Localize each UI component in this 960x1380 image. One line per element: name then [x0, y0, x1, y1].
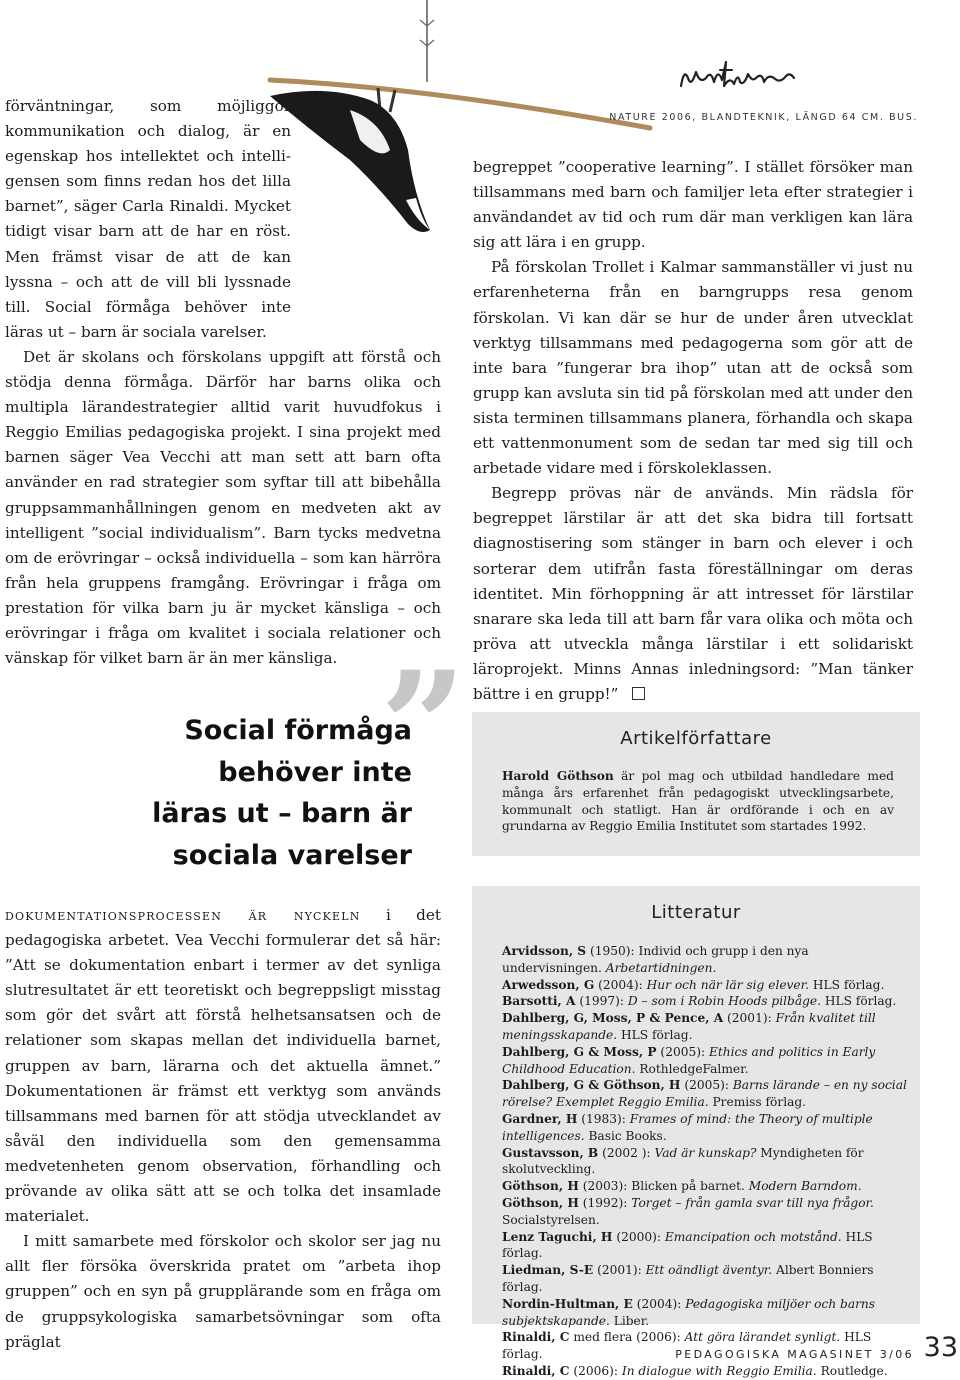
- literature-title-text: In dialogue with Reggio Emilia.: [621, 1363, 817, 1378]
- literature-detail: (2001):: [593, 1263, 646, 1278]
- artwork-caption: NATURE 2006, BLANDTEKNIK, LÄNGD 64 CM. BUS.: [609, 112, 918, 123]
- left-column-bottom: [5, 903, 441, 1355]
- literature-detail: (1950): Individ och grupp i den nya undervisningen.: [502, 944, 809, 975]
- literature-title: Litteratur: [651, 902, 741, 923]
- author-box-title: Artikelförfattare: [620, 728, 772, 749]
- paragraph-text: Begrepp prövas när de används. Min rädsla för begreppet lärstilar är att det ska bidra till fortsatt diagnostisering som stänger in barn och elever i och sorterar dem utifrån fasta föreställningar om deras identitet. Min förhoppning är att intresset för lärstilar snarare ska leda till att barn får vara olika och möta och pröva att utveckla många lärstilar i ett solidariskt läroprojekt. Minns Annas inledningsord: ”Man tänker bättre i en grupp!”: [473, 484, 913, 703]
- literature-title-text: Hur och när lär sig elever.: [646, 977, 810, 992]
- literature-detail: (2001):: [723, 1011, 776, 1026]
- literature-item: [502, 1010, 912, 1044]
- literature-author: Arvidsson, S: [502, 944, 587, 958]
- literature-publisher: Routledge.: [816, 1363, 888, 1378]
- literature-author: Liedman, S-E: [502, 1263, 594, 1278]
- literature-detail: (2005):: [656, 1044, 709, 1059]
- left-column-top: [5, 94, 441, 671]
- author-bio-text: är pol mag och utbildad handledare med många års erfarenhet från pedagogiskt utvecklingsarbete, kommunalt och statligt. Han är ordförande i och en av grundarna av Reggio Emilia Institutet som startades 1992.: [502, 769, 894, 834]
- literature-author: Barsotti, A: [502, 994, 576, 1009]
- literature-title-text: Arbetartidningen.: [605, 960, 717, 975]
- literature-item: [502, 1229, 912, 1263]
- literature-author: Göthson, H: [502, 1195, 579, 1210]
- literature-title-text: Från kvalitet till meningsskapande.: [502, 1011, 876, 1042]
- literature-author: Lenz Taguchi, H: [502, 1229, 613, 1244]
- magazine-name: PEDAGOGISKA MAGASINET 3/06: [675, 1348, 914, 1361]
- literature-author: Dahlberg, G & Moss, P: [502, 1044, 657, 1059]
- literature-title-text: Pedagogiska miljöer och barns subjektskapande.: [502, 1296, 876, 1328]
- literature-author: Rinaldi, C: [502, 1330, 570, 1345]
- literature-publisher: Liber.: [609, 1313, 650, 1328]
- pull-quote-line: läras ut – barn är: [152, 798, 412, 829]
- literature-item: [502, 1145, 912, 1179]
- literature-author: Göthson, H: [502, 1179, 579, 1194]
- literature-publisher: HLS förlag.: [502, 1229, 873, 1261]
- paragraph: [473, 481, 913, 707]
- literature-item: [502, 943, 912, 977]
- literature-title-text: Barns lärande – en ny social rörelse? Exemplet Reggio Emilia.: [502, 1078, 907, 1110]
- author-bio: [502, 768, 894, 835]
- literature-detail: (2003): Blicken på barnet.: [578, 1179, 749, 1194]
- literature-detail: (2000):: [612, 1229, 665, 1244]
- literature-detail: (1983):: [577, 1111, 630, 1126]
- pull-quote-line: sociala varelser: [172, 839, 412, 871]
- literature-publisher: HLS förlag.: [809, 977, 885, 992]
- literature-title-text: D – som i Robin Hoods pilbåge.: [627, 994, 821, 1009]
- page-number: 33: [923, 1332, 958, 1363]
- literature-title-text: Ett oändligt äventyr.: [645, 1263, 773, 1278]
- literature-detail: (2004):: [632, 1296, 686, 1311]
- pull-quote-line: Social förmåga: [184, 715, 412, 746]
- literature-author: Nordin-Hultman, E: [502, 1296, 633, 1311]
- literature-publisher: Myndigheten för skolutveckling.: [502, 1145, 864, 1177]
- literature-list: [502, 943, 912, 1380]
- nature-handwritten-logo: [678, 48, 798, 98]
- literature-title-text: Modern Barndom.: [748, 1179, 862, 1194]
- pull-quote-line: behöver inte: [218, 756, 412, 788]
- literature-title-text: Vad är kunskap?: [654, 1145, 757, 1160]
- literature-publisher: Basic Books.: [584, 1128, 667, 1143]
- literature-author: Gustavsson, B: [502, 1145, 599, 1160]
- literature-publisher: HLS förlag.: [502, 1330, 872, 1362]
- literature-item: [502, 1262, 912, 1296]
- literature-title-text: Att göra lärandet synligt.: [684, 1330, 841, 1345]
- literature-item: [502, 977, 912, 994]
- literature-detail: (2002 ):: [598, 1145, 655, 1160]
- literature-author: Arwedsson, G: [502, 977, 595, 992]
- literature-item: [502, 1178, 912, 1195]
- literature-item: [502, 1195, 912, 1229]
- nature-logo: [678, 48, 798, 102]
- paragraph: Det är skolans och förskolans uppgift att förstå och stödja denna förmåga. Därför har barns olika och multipla lärandestrategier alltid varit huvudfokus i Reggio Emilias pedagogiska projekt. I sina projekt med barnen säger Vea Vecchi att man sett att barn ofta använder en rad strategier som syftar till att bibehålla gruppsammanhållningen genom en medveten akt av intelligent ”social individualism”. Barn tycks medvetna om de erövringar – också individuella – som kan härröra från hela gruppens framgång. Erövringar i fråga om prestation för vilka barn ju är mycket känsliga – och erövringar i fråga om kvalitet i sociala relationer och vänskap för vilket barn är än mer känsliga.: [5, 347, 441, 668]
- literature-item: [502, 1111, 912, 1145]
- literature-item: [502, 1044, 912, 1078]
- literature-title-text: Emancipation och motstånd.: [664, 1229, 842, 1244]
- literature-author: Gardner, H: [502, 1111, 578, 1126]
- right-column-top: [473, 155, 913, 707]
- literature-item: [502, 993, 912, 1010]
- paragraph: begreppet ”cooperative learning”. I stället försöker man tillsammans med barn och familjer leta efter strategier i användandet av tid och rum där man verkligen kan lära sig att lära i en grupp.: [473, 158, 913, 252]
- literature-author: Dahlberg, G & Göthson, H: [502, 1078, 681, 1093]
- literature-author: Dahlberg, G, Moss, P & Pence, A: [502, 1011, 724, 1026]
- paragraph: förväntningar, som möjliggör kommunikation och dialog, är en egenskap hos intellektet och intelligensen som finns redan hos det lilla barnet”, säger Carla Rinaldi. Mycket tidigt visar barn att de har en röst. Men främst visar de att de kan lyssna – och att de vill bli lyssnade till. Social förmåga behöver inte läras ut – barn är sociala varelser.: [5, 97, 291, 341]
- literature-item: [502, 1296, 912, 1330]
- literature-detail: (2006):: [569, 1363, 622, 1378]
- literature-publisher: HLS förlag.: [820, 994, 897, 1009]
- literature-publisher: Socialstyrelsen.: [502, 1212, 600, 1227]
- literature-publisher: HLS förlag.: [617, 1027, 693, 1042]
- literature-detail: (2005):: [680, 1078, 733, 1093]
- literature-detail: (1997):: [575, 994, 628, 1009]
- literature-author: Rinaldi, C: [502, 1363, 570, 1378]
- literature-detail: (1992):: [578, 1195, 632, 1210]
- literature-item: [502, 1077, 912, 1111]
- author-box: [472, 712, 920, 856]
- end-square-icon: [632, 687, 645, 700]
- literature-publisher: Premiss förlag.: [708, 1095, 807, 1110]
- literature-publisher: RothledgeFalmer.: [635, 1061, 749, 1076]
- pull-quote: [150, 710, 412, 876]
- author-name: Harold Göthson: [502, 769, 614, 783]
- paragraph: I mitt samarbete med förskolor och skolor ser jag nu allt fler försöka överskrida pratet om ”arbeta ihop gruppen” och en syn på grupplärande som en fråga om de gruppsykologiska samarbetsövningar som ofta präglat: [5, 1232, 441, 1351]
- literature-item: [502, 1363, 912, 1380]
- literature-detail: med flera (2006):: [569, 1330, 685, 1345]
- literature-title-text: Ethics and politics in Early Childhood Education.: [502, 1044, 876, 1076]
- paragraph: [5, 903, 441, 1229]
- quote-mark-icon: ”: [380, 639, 467, 815]
- literature-title-text: Torget – från gamla svar till nya frågor.: [631, 1195, 874, 1210]
- literature-publisher: Albert Bonniers förlag.: [502, 1263, 874, 1294]
- literature-detail: (2004):: [594, 977, 647, 992]
- paragraph: På förskolan Trollet i Kalmar sammanställer vi just nu erfarenheterna från en barngrupps resa genom förskolan. Vi kan där se hur de under åren utvecklat verktyg tillsammans med pedagogerna som gör att de inte bara ”fungerar bra ihop” utan att de också som grupp kan avsluta sin tid på förskolan med att under den sista terminen tillsammans planera, förhandla och skapa ett vattenmonument som de sedan tar med sig till och arbetade vidare med i förskoleklassen.: [473, 258, 913, 478]
- literature-title-text: Frames of mind: the Theory of multiple intelligences.: [502, 1111, 873, 1143]
- lead-in-smallcaps: dokumentationsprocessen är nyckeln: [5, 906, 361, 924]
- paragraph-text: i det pedagogiska arbetet. Vea Vecchi formulerar det så här: ”Att se dokumentation enbart i termer av det synliga slutresultatet är ett teoretiskt och begreppsligt misstag som gör det svårt att förstå helhetsansatsen och de relationer som skapas mellan det individuella barnet, gruppen av barn, lärarna och det aktuella ämnet.” Dokumentationen är främst ett verktyg som används tillsammans med barnen för att stödja utvecklandet av såväl den individuella som den gemensamma medvetenheten genom observation, förhandling och prövande av olika sätt att se och tolka det insamlade materialet.: [5, 906, 441, 1226]
